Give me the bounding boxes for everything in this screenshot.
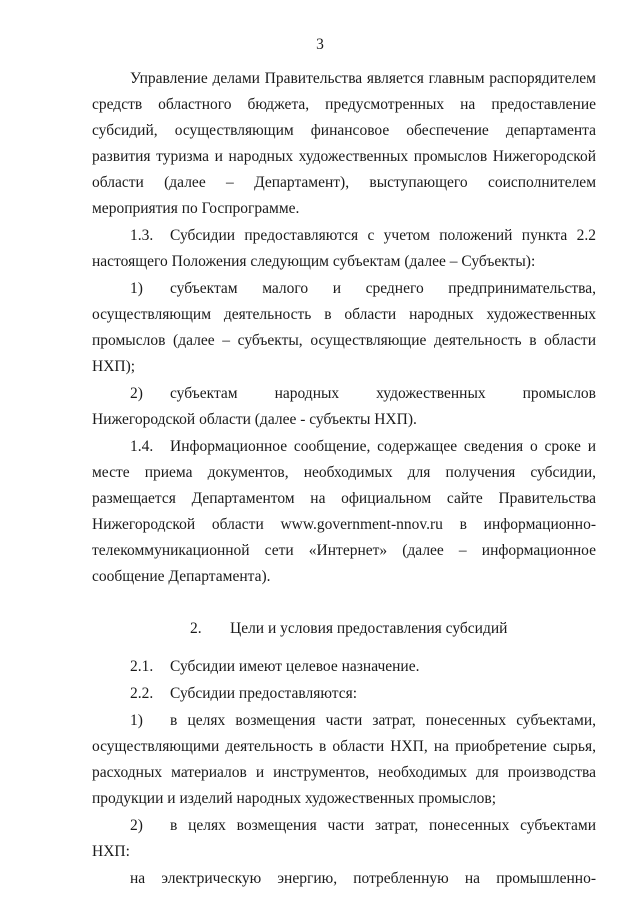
item-text: в целях возмещения части затрат, понесенных субъектами НХП: — [92, 817, 596, 860]
continuation-text: на электрическую энергию, потребленную на промышленно- — [130, 870, 596, 887]
item-number: 2) — [130, 817, 143, 834]
sub-item-2 — [92, 813, 596, 865]
list-item-1 — [92, 276, 596, 380]
section-heading-2 — [92, 616, 596, 642]
document-body — [92, 66, 596, 892]
clause-number: 1.3. — [130, 227, 154, 244]
list-item-2 — [92, 381, 596, 433]
section-number: 2. — [190, 620, 202, 637]
continuation-line — [92, 866, 596, 892]
item-text: субъектам малого и среднего предпринимательства, осуществляющим деятельность в области народных художественных промыслов (далее – субъекты, осуществляющие деятельность в области НХП); — [92, 280, 596, 375]
paragraph-1-4 — [92, 434, 596, 590]
paragraph-intro: Управление делами Правительства является главным распорядителем средств областного бюджета, предусмотренных на предоставление субсидий, осуществляющим финансовое обеспечение департамента развития туризма и народных художественных промыслов Нижегородской области (далее – Департамент), выступающего соисполнителем мероприятия по Госпрограмме. — [92, 70, 596, 217]
item-number: 1) — [130, 712, 143, 729]
clause-text: Субсидии имеют целевое назначение. — [170, 658, 420, 675]
item-number: 1) — [130, 280, 143, 297]
item-number: 2) — [130, 385, 143, 402]
paragraph-1-3 — [92, 223, 596, 275]
paragraph-2-1 — [92, 654, 596, 680]
sub-item-1 — [92, 708, 596, 812]
clause-number: 2.2. — [130, 685, 154, 702]
clause-number: 2.1. — [130, 658, 154, 675]
clause-text: Субсидии предоставляются с учетом положений пункта 2.2 настоящего Положения следующим субъектам (далее – Субъекты): — [92, 227, 596, 270]
page-number: 3 — [316, 36, 324, 53]
clause-number: 1.4. — [130, 438, 154, 455]
clause-text: Информационное сообщение, содержащее сведения о сроке и месте приема документов, необходимых для получения субсидии, размещается Департаментом на официальном сайте Правительства Нижегородской области www.government-nnov.ru в информационно-телекоммуникационной сети «Интернет» (далее – информационное сообщение Департамента). — [92, 438, 596, 585]
item-text: в целях возмещения части затрат, понесенных субъектами, осуществляющими деятельность в области НХП, на приобретение сырья, расходных материалов и инструментов, необходимых для производства продукции и изделий народных художественных промыслов; — [92, 712, 596, 807]
item-text: субъектам народных художественных промыслов Нижегородской области (далее - субъекты НХП). — [92, 385, 596, 428]
clause-text: Субсидии предоставляются: — [170, 685, 358, 702]
section-title: Цели и условия предоставления субсидий — [230, 620, 508, 637]
paragraph-2-2 — [92, 681, 596, 707]
